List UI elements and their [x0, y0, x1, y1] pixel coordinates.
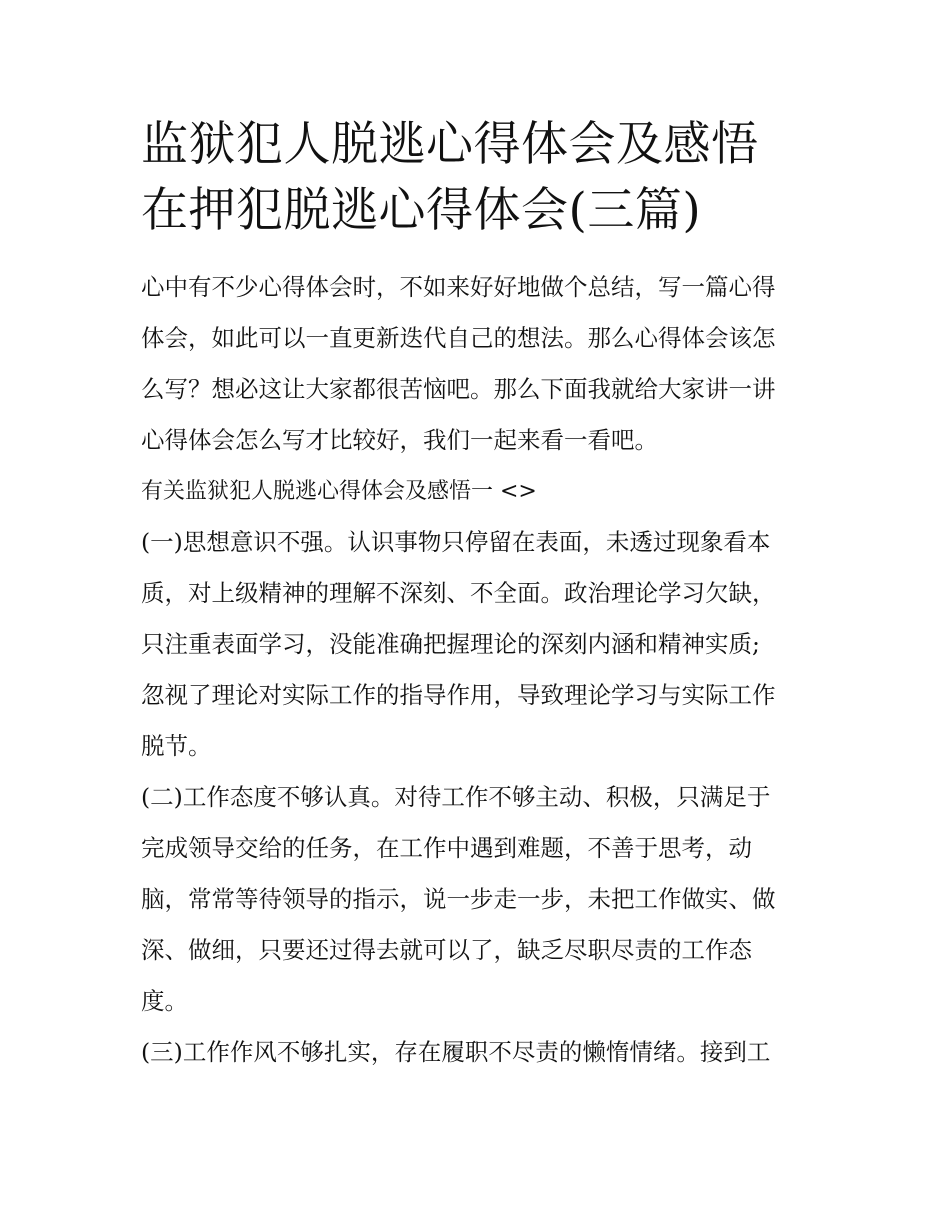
- point-1-line: 脱节。: [141, 732, 212, 760]
- point-2-line: 完成领导交给的任务，在工作中遇到难题，不善于思考，动: [141, 834, 752, 862]
- point-2-line: (二)工作态度不够认真。对待工作不够主动、积极，只满足于: [141, 783, 771, 811]
- point-3-paragraph: [141, 1027, 821, 1078]
- point-2-line: 脑，常常等待领导的指示，说一步走一步，未把工作做实、做: [141, 885, 776, 913]
- intro-line: 么写？想必这让大家都很苦恼吧。那么下面我就给大家讲一讲: [141, 375, 776, 403]
- point-1-line: 忽视了理论对实际工作的指导作用，导致理论学习与实际工作: [141, 681, 776, 709]
- document-title: [141, 112, 821, 244]
- title-line-2: 在押犯脱逃心得体会(三篇): [141, 183, 702, 238]
- document-page: [141, 112, 821, 1078]
- title-line-1: 监狱犯人脱逃心得体会及感悟: [141, 117, 759, 172]
- section-heading: 有关监狱犯人脱逃心得体会及感悟一 <>: [141, 479, 537, 504]
- intro-line: 心得体会怎么写才比较好，我们一起来看一看吧。: [141, 426, 658, 454]
- point-1-paragraph: [141, 517, 821, 772]
- intro-line: 体会，如此可以一直更新迭代自己的想法。那么心得体会该怎: [141, 324, 776, 352]
- point-2-paragraph: [141, 772, 821, 1027]
- point-1-line: (一)思想意识不强。认识事物只停留在表面，未透过现象看本: [141, 528, 771, 556]
- point-1-line: 质，对上级精神的理解不深刻、不全面。政治理论学习欠缺，: [141, 579, 776, 607]
- point-3-line: (三)工作作风不够扎实，存在履职不尽责的懒惰情绪。接到工: [141, 1038, 771, 1066]
- document-body: [141, 262, 821, 1078]
- point-2-line: 度。: [141, 987, 188, 1015]
- point-1-line: 只注重表面学习，没能准确把握理论的深刻内涵和精神实质;: [141, 630, 760, 658]
- intro-paragraph: [141, 262, 821, 466]
- intro-line: 心中有不少心得体会时，不如来好好地做个总结，写一篇心得: [141, 273, 776, 301]
- point-2-line: 深、做细，只要还过得去就可以了，缺乏尽职尽责的工作态: [141, 936, 752, 964]
